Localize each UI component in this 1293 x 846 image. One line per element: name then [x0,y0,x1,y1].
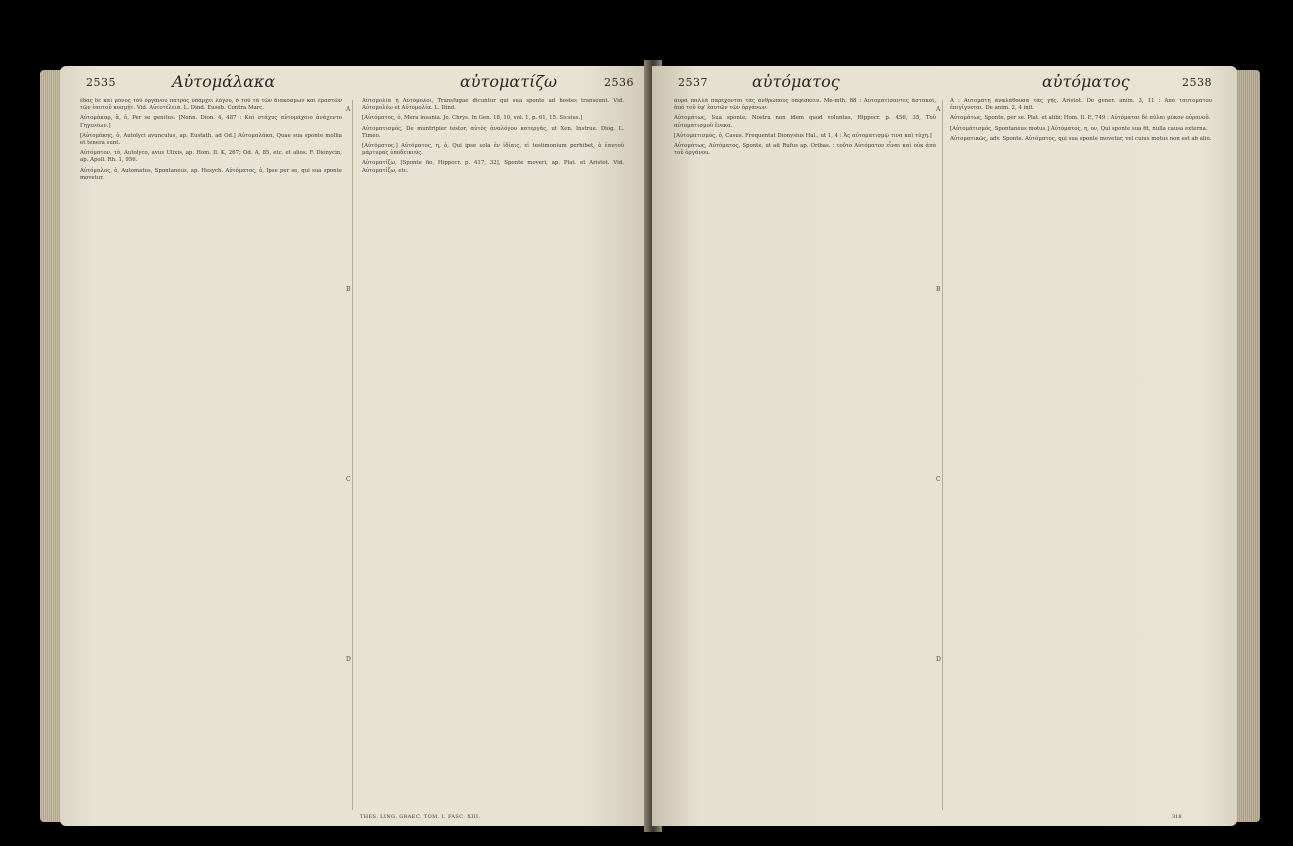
entry-paragraph: ἔδας δὲ καὶ μόνος τοῦ ὀργάνου πατρὸς ὑπάρχει λόγου, ὁ τοῦ τὰ τῶν διακόσμων καὶ ἐραστῶν τῶν ἑαυτοῦ κοσμήτ. Vid. Αὐτοτέλεια. L. Dind. Euseb. Contra Marc. [80,98,342,112]
entry-paragraph: A : Αὐτομάτη ἀναλάθουσα τὰς γῆς. Aristot. De gener. anim. 3, 11 : Ἀπὸ ταυτομάτου ἐπιγίγνεται. De anim. 2, 4 init. [950,98,1212,112]
left-page-header [60,72,652,94]
margin-mark: B [346,286,351,293]
page-footer: THES. LING. GRAEC. TOM. I. FASC. XIII. [360,814,481,820]
right-page [652,66,1237,826]
headword-right: αὐτοματίζω [460,72,558,91]
entry-paragraph: Αὐτοματίζω, [Sponte fio, Hippocr. p. 417, 32], Sponte moveri, ap. Plat. et Aristot. Vid. Αὐτοματίζω, etc. [362,160,624,174]
entry-paragraph: [Αὐτοματισμός, ὁ, Casus. Frequentat Dionysius Hal., ut 1, 4 : Ἀς αὐτοματισμῷ τινα καὶ τύχη.] [674,132,932,139]
entry-paragraph: Αὐτομάτως, Sua sponte; Nostra non idem quod voluntas, Hippocr. p. 456, 35, Τοῦ αὐτοματισμοῦ ἔνεκα. [674,115,936,129]
entry-paragraph: Αὐτοματισμός, De muntripier testor, αὐτὸς ἀναλόγου κατεργάς, ut Xen. Instrue. Diog. L. Timeo. [362,125,624,139]
entry-paragraph: ἀυρὰ παλλὰ παρέχονται τὰς ἀνθρώπους ὀαφίσκειν. Me-mth. 88 : Αὐτοματίσαντες ἄστακοί, ἀπὸ τοῦ ἐφ' ἑαυτῶν τῶν ὀργάνων. [674,98,936,112]
text-column-2 [362,98,624,814]
entry-paragraph: [Αὐτόματος.] Αὐτόματος, η, ὁ, Qui ipse sola ἐν ἰδίαις, εἰ testimonium perhibet, ὁ ἑαυτοῦ μάρτυρας ὑποδεικνύς. [362,143,624,157]
text-column-1 [80,98,342,814]
margin-mark: A [346,106,351,113]
entry-paragraph: Αὐτομολία ἢ Αὐτόμολοι, Transfugae dicuntur qui sua sponte ad hostes transeunt. Vid. Αὐτομολέω et Αὐτομολία. L. Dind. [362,98,624,112]
entry-paragraph: [Αὐτομάκης, ὁ, Autolyci avunculus, ap. Eustath. ad Od.] Αὐτομαλάκα, Quae sua sponte mollia et tenera sunt. [80,132,342,147]
margin-mark: A [936,106,941,113]
entry-paragraph: Αὐτόμαλος, ὁ, Automatus, Spontaneus, ap. Hesych. Αὐτόματος, ὁ, Ipse per se, qui sua sponte movetur. [80,167,342,181]
right-page-header [652,72,1237,94]
left-page-edges [40,70,62,822]
left-page [60,66,652,826]
margin-mark: C [936,476,941,483]
entry-paragraph: Αὐτομάτως, Αὐτόματος, Sponte, ut ait Rufus ap. Oribas. : τοῦτο Αὐτόματον εἶναι καὶ οὐκ ἀπὸ τοῦ ὀργάνου. [674,143,936,157]
entry-paragraph: Αὐτοματικῶς, adv. Sponte. Αὐτόματος, qui sua sponte movetur, vel cuius motus non est ab alio. [950,135,1212,142]
margin-mark: D [346,656,351,663]
entry-paragraph: Αὐτομάκαρ, ἂ, ὁ, Per se genitus. [Nonn. Dion. 4, 487 : Καὶ στάχυς αὐτομάχοιο ἀνάχεντο Γηγενέων.] [80,115,342,129]
headword-left: Αὐτομάλακα [172,72,276,91]
entry-paragraph: [Αὐτόματος, ὁ, Mera insania. Jo. Chrys. In Gen. 18, 10, vol. 1, p. 61, 15. Sicsius.] [362,115,583,122]
column-number-right: 2538 [1182,76,1212,89]
entry-paragraph: [Αὐτομάτισμός, Spontaneus motus.] Αὐτόματος, η, ον, Qui sponte sua fit, nulla causa externa. [950,125,1208,132]
margin-mark: B [936,286,941,293]
right-page-edges [1236,70,1260,822]
headword-left: αὐτόματος [752,72,840,91]
column-divider [352,100,353,810]
entry-paragraph: Αὐτόματον, τὸ, Autolyco, avus Ulixis, ap. Hom. Il. K, 267; Od. A, 85, etc. et alios. F. Dionycin, ap. Apoll. Rh. 1, 956. [80,150,342,164]
margin-mark: C [346,476,351,483]
text-column-1 [674,98,936,814]
column-divider [942,100,943,810]
signature-number: 318 [1172,814,1182,820]
headword-right: αὐτόματος [1042,72,1130,91]
entry-paragraph: Αὐτομάτως, Sponte, per se. Plat. et alibi; Hom. Il. E, 749 : Αὐτόμαται δὲ πύλαι μύκον οὐρανοῦ. [950,115,1211,122]
column-number-left: 2537 [678,76,708,89]
margin-mark: D [936,656,941,663]
column-number-left: 2535 [86,76,116,89]
text-column-2 [950,98,1212,814]
column-number-right: 2536 [604,76,634,89]
